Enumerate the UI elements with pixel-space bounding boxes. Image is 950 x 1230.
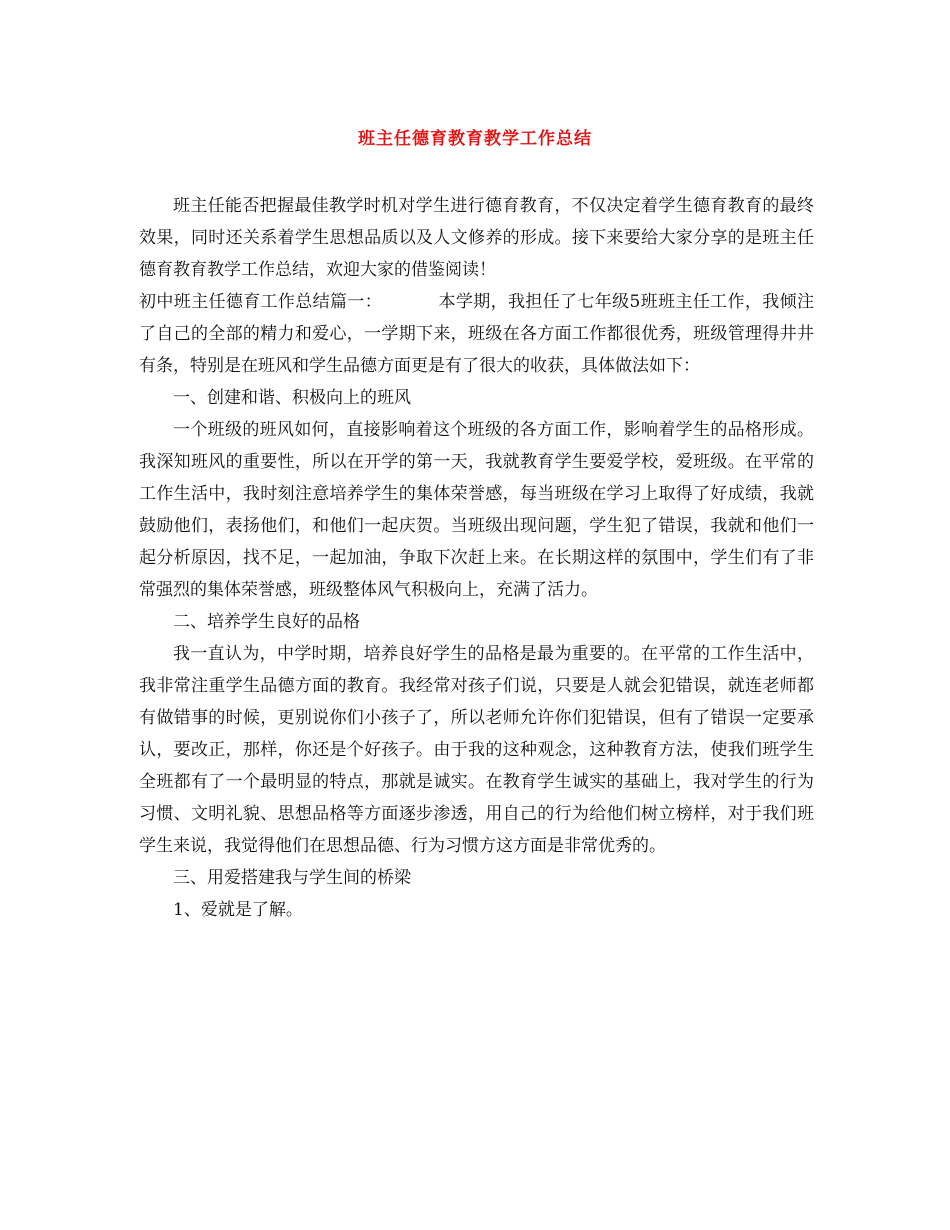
intro-paragraph: 班主任能否把握最佳教学时机对学生进行德育教育，不仅决定着学生德育教育的最终效果，同时还关系着学生思想品质以及人文修养的形成。接下来要给大家分享的是班主任德育教育教学工作总结，欢迎大家的借鉴阅读！ — [139, 196, 814, 280]
section-2-heading: 二、培养学生良好的品格 — [173, 612, 360, 632]
document-body — [139, 190, 814, 926]
section-2-paragraph: 我一直认为，中学时期，培养良好学生的品格是最为重要的。在平常的工作生活中，我非常注重学生品德方面的教育。我经常对孩子们说，只要是人就会犯错误，就连老师都有做错事的时候，更别说你们小孩子了，所以老师允许你们犯错误，但有了错误一定要承认，要改正，那样，你还是个好孩子。由于我的这种观念，这种教育方法，使我们班学生全班都有了一个最明显的特点，那就是诚实。在教育学生诚实的基础上，我对学生的行为习惯、文明礼貌、思想品格等方面逐步渗透，用自己的行为给他们树立榜样，对于我们班学生来说，我觉得他们在思想品德、行为习惯方这方面是非常优秀的。 — [139, 644, 814, 856]
article-opening-text: 本学期，我担任了七年级5班班主任工作，我倾注了自己的全部的精力和爱心，一学期下来，班级在各方面工作都很优秀，班级管理得井井有条，特别是在班风和学生品德方面更是有了很大的收获，具体做法如下： — [139, 292, 814, 376]
article-opening-paragraph — [139, 286, 814, 382]
article-label: 初中班主任德育工作总结篇一： — [139, 292, 383, 312]
section-3-item-1: 1、爱就是了解。 — [173, 900, 303, 920]
section-3-heading: 三、用爱搭建我与学生间的桥梁 — [173, 868, 411, 888]
section-1-paragraph: 一个班级的班风如何，直接影响着这个班级的各方面工作，影响着学生的品格形成。我深知班风的重要性，所以在开学的第一天，我就教育学生要爱学校，爱班级。在平常的工作生活中，我时刻注意培养学生的集体荣誉感，每当班级在学习上取得了好成绩，我就鼓励他们，表扬他们，和他们一起庆贺。当班级出现问题，学生犯了错误，我就和他们一起分析原因，找不足，一起加油，争取下次赶上来。在长期这样的氛围中，学生们有了非常强烈的集体荣誉感，班级整体风气积极向上，充满了活力。 — [139, 420, 814, 600]
document-title: 班主任德育教育教学工作总结 — [358, 129, 592, 149]
section-1-heading: 一、创建和谐、积极向上的班风 — [173, 388, 411, 408]
